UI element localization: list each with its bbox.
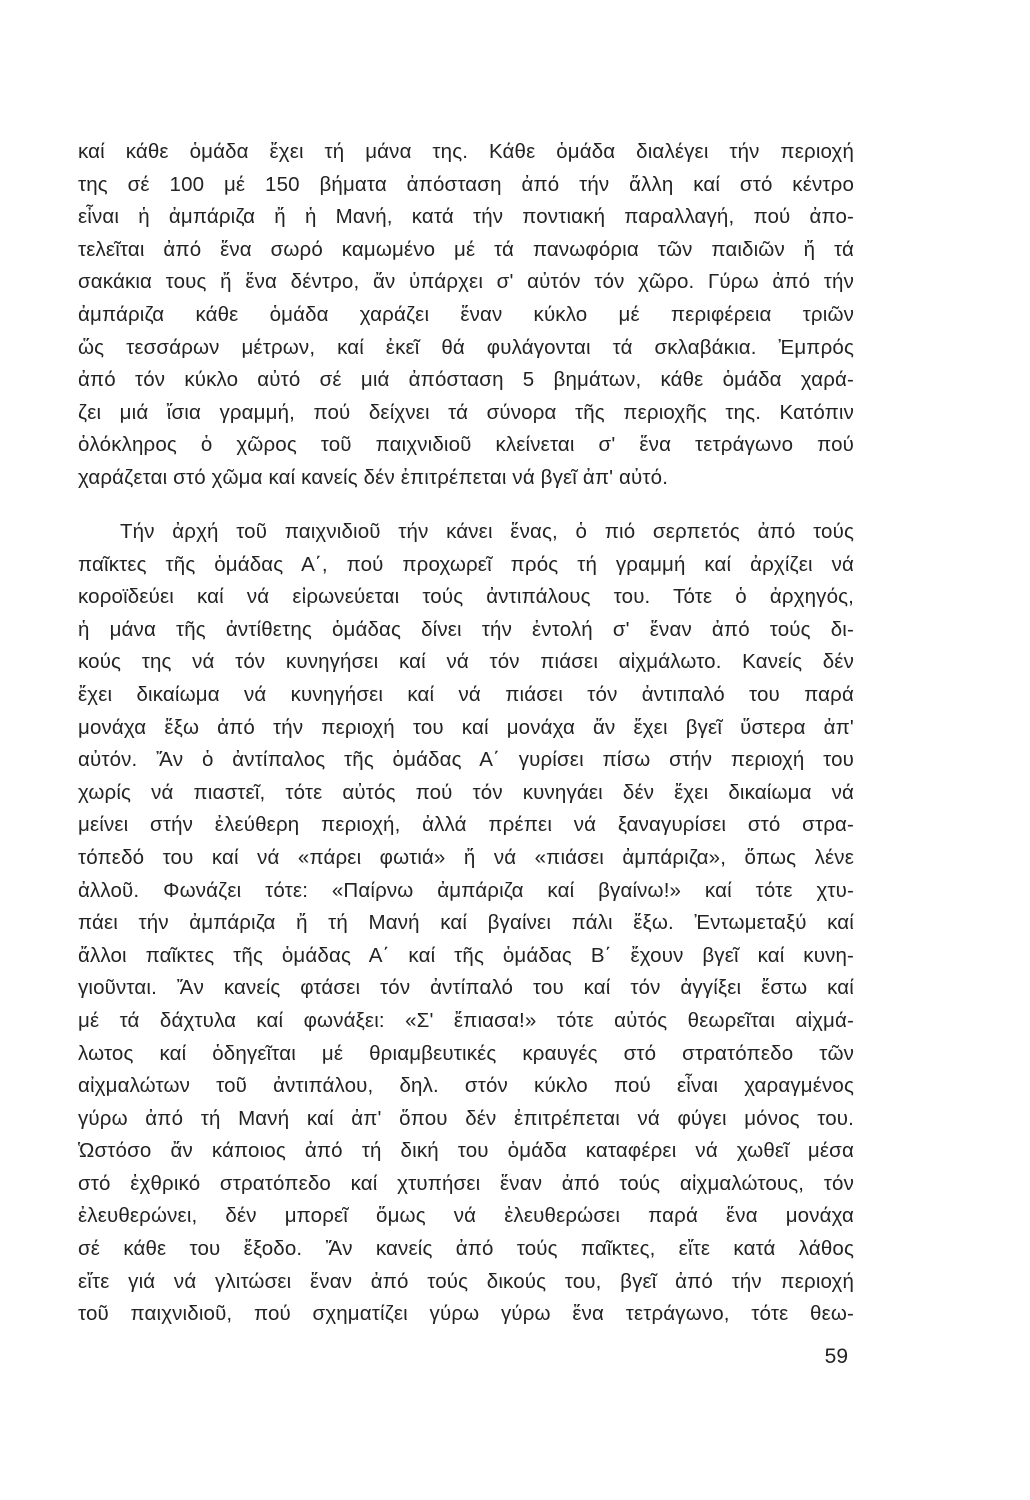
text-line: της σέ 100 μέ 150 βήματα ἀπόσταση ἀπό τήν ἄλλη καί στό κέντρο bbox=[78, 172, 854, 196]
text-line: καί κάθε ὁμάδα ἔχει τή μάνα της. Κάθε ὁμάδα διαλέγει τήν περιοχή bbox=[78, 140, 854, 163]
text-line: σέ κάθε του ἔξοδο. Ἄν κανείς ἀπό τούς παῖκτες, εἴτε κατά λάθος bbox=[78, 1237, 854, 1261]
text-line: ἄλλοι παῖκτες τῆς ὁμάδας Α΄ καί τῆς ὁμάδας Β΄ ἔχουν βγεῖ καί κυνη- bbox=[78, 943, 854, 967]
text-line: ὁλόκληρος ὁ χῶρος τοῦ παιχνιδιοῦ κλείνεται σ' ἕνα τετράγωνο πού bbox=[78, 433, 854, 457]
text-line: Ὡστόσο ἄν κάποιος ἀπό τή δική του ὁμάδα καταφέρει νά χωθεῖ μέσα bbox=[78, 1139, 854, 1163]
text-line: ζει μιά ἴσια γραμμή, πού δείχνει τά σύνορα τῆς περιοχῆς της. Κατόπιν bbox=[78, 400, 854, 424]
text-line: γιοῦνται. Ἄν κανείς φτάσει τόν ἀντίπαλό του καί τόν ἀγγίξει ἔστω καί bbox=[78, 976, 854, 1000]
text-line: τελεῖται ἀπό ἕνα σωρό καμωμένο μέ τά πανωφόρια τῶν παιδιῶν ἤ τά bbox=[78, 237, 854, 261]
text-line: στό ἐχθρικό στρατόπεδο καί χτυπήσει ἕναν ἀπό τούς αἰχμαλώτους, τόν bbox=[78, 1171, 854, 1195]
text-line: εἶναι ἡ ἀμπάριζα ἤ ἡ Μανή, κατά τήν ποντιακή παραλλαγή, πού ἀπο- bbox=[78, 205, 854, 229]
text-line: παῖκτες τῆς ὁμάδας Α΄, πού προχωρεῖ πρός τή γραμμή καί ἀρχίζει νά bbox=[78, 552, 854, 576]
text-line: αὐτόν. Ἄν ὁ ἀντίπαλος τῆς ὁμάδας Α΄ γυρίσει πίσω στήν περιοχή του bbox=[78, 748, 854, 772]
text-line: τοῦ παιχνιδιοῦ, πού σχηματίζει γύρω γύρω ἕνα τετράγωνο, τότε θεω- bbox=[78, 1302, 854, 1326]
text-line: μονάχα ἔξω ἀπό τήν περιοχή του καί μονάχα ἄν ἔχει βγεῖ ὕστερα ἀπ' bbox=[78, 715, 854, 739]
text-line: μέ τά δάχτυλα καί φωνάξει: «Σ' ἔπιασα!» τότε αὐτός θεωρεῖται αἰχμά- bbox=[78, 1008, 854, 1032]
text-line: μείνει στήν ἐλεύθερη περιοχή, ἀλλά πρέπει νά ξαναγυρίσει στό στρα- bbox=[78, 813, 854, 837]
text-line: εἴτε γιά νά γλιτώσει ἕναν ἀπό τούς δικούς του, βγεῖ ἀπό τήν περιοχή bbox=[78, 1269, 854, 1293]
text-line: ἐλευθερώνει, δέν μπορεῖ ὅμως νά ἐλευθερώσει παρά ἕνα μονάχα bbox=[78, 1204, 854, 1228]
text-line: χαράζεται στό χῶμα καί κανείς δέν ἐπιτρέπεται νά βγεῖ ἀπ' αὐτό. bbox=[78, 465, 669, 489]
paragraph-2 bbox=[78, 516, 854, 1331]
text-line: σακάκια τους ἤ ἕνα δέντρο, ἄν ὑπάρχει σ' αὐτόν τόν χῶρο. Γύρω ἀπό τήν bbox=[78, 270, 854, 294]
text-line: αἰχμαλώτων τοῦ ἀντιπάλου, δηλ. στόν κύκλο πού εἶναι χαραγμένος bbox=[78, 1074, 854, 1098]
text-line: γύρω ἀπό τή Μανή καί ἀπ' ὅπου δέν ἐπιτρέπεται νά φύγει μόνος του. bbox=[78, 1106, 854, 1130]
text-line: ἡ μάνα τῆς ἀντίθετης ὁμάδας δίνει τήν ἐντολή σ' ἕναν ἀπό τούς δι- bbox=[78, 617, 854, 641]
text-line: τόπεδό του καί νά «πάρει φωτιά» ἤ νά «πιάσει ἀμπάριζα», ὅπως λένε bbox=[78, 845, 854, 869]
text-line: κούς της νά τόν κυνηγήσει καί νά τόν πιάσει αἰχμάλωτο. Κανείς δέν bbox=[78, 650, 854, 674]
text-line: λωτος καί ὁδηγεῖται μέ θριαμβευτικές κραυγές στό στρατόπεδο τῶν bbox=[78, 1041, 854, 1065]
page-number: 59 bbox=[824, 1345, 848, 1368]
paragraph-1 bbox=[78, 136, 854, 495]
text-line: χωρίς νά πιαστεῖ, τότε αὐτός πού τόν κυνηγάει δέν ἔχει δικαίωμα νά bbox=[78, 780, 854, 804]
text-line: ἀμπάριζα κάθε ὁμάδα χαράζει ἕναν κύκλο μέ περιφέρεια τριῶν bbox=[78, 302, 854, 326]
text-line: ὥς τεσσάρων μέτρων, καί ἐκεῖ θά φυλάγονται τά σκλαβάκια. Ἐμπρός bbox=[78, 335, 854, 359]
text-line: πάει τήν ἀμπάριζα ἤ τή Μανή καί βγαίνει πάλι ἔξω. Ἐντωμεταξύ καί bbox=[78, 911, 854, 935]
text-line: ἀλλοῦ. Φωνάζει τότε: «Παίρνω ἀμπάριζα καί βγαίνω!» καί τότε χτυ- bbox=[78, 878, 854, 902]
text-line: ἔχει δικαίωμα νά κυνηγήσει καί νά πιάσει τόν ἀντιπαλό του παρά bbox=[78, 682, 854, 706]
text-line: Τήν ἀρχή τοῦ παιχνιδιοῦ τήν κάνει ἕνας, ὁ πιό σερπετός ἀπό τούς bbox=[120, 520, 854, 543]
text-line: κοροϊδεύει καί νά εἰρωνεύεται τούς ἀντιπάλους του. Τότε ὁ ἀρχηγός, bbox=[78, 585, 854, 609]
text-line: ἀπό τόν κύκλο αὐτό σέ μιά ἀπόσταση 5 βημάτων, κάθε ὁμάδα χαρά- bbox=[78, 368, 854, 392]
